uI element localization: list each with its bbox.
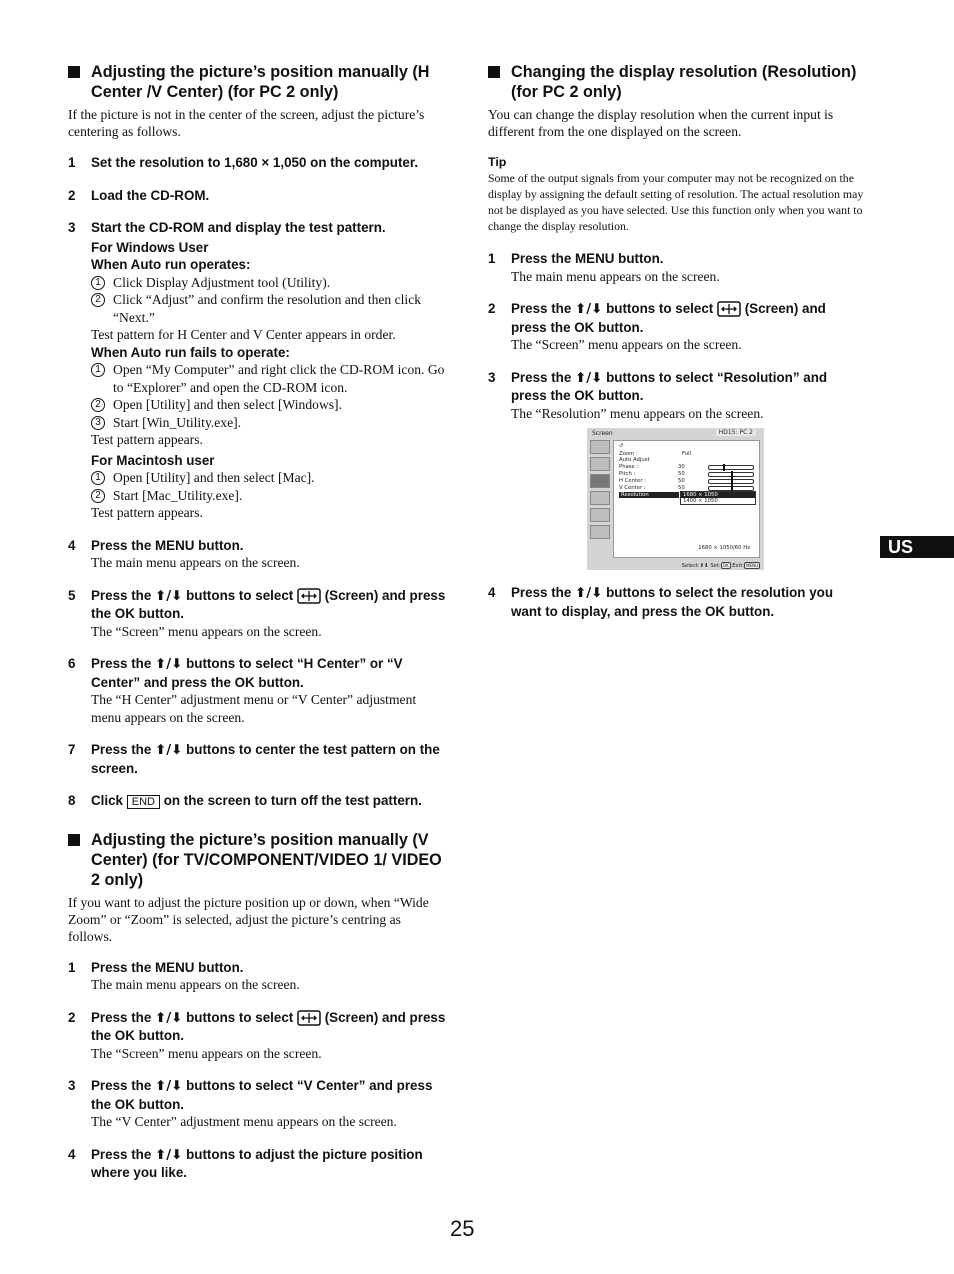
- osd-screen-menu: [587, 428, 764, 570]
- osd-row-label: Auto Adjust: [619, 457, 650, 463]
- square-bullet-icon: [488, 66, 500, 78]
- osd-input-label: HD15: PC 2: [716, 429, 756, 436]
- list-item: 2 Open [Utility] and then select [Windows].: [91, 396, 446, 414]
- auto-run-heading: When Auto run operates:: [91, 257, 251, 272]
- osd-menu-title: Screen: [592, 430, 613, 437]
- select-arrows-icon: ⬆⬇: [699, 563, 709, 569]
- up-down-arrow-icons: ⬆/⬇: [155, 1010, 183, 1026]
- step-2: 2 Load the CD-ROM.: [68, 187, 210, 203]
- up-down-arrow-icons: ⬆/⬇: [155, 657, 183, 672]
- picture-icon: [590, 440, 610, 454]
- list-item: 2 Click “Adjust” and confirm the resolution and then click “Next.”: [91, 291, 446, 326]
- phase-slider: [708, 465, 754, 470]
- pip-icon: [590, 491, 610, 505]
- osd-row-label: V Center :: [619, 485, 646, 491]
- section-intro: You can change the display resolution when the current input is different from the one displayed on the screen.: [488, 107, 834, 139]
- step-3: 3 Press the ⬆/⬇ buttons to select “Resolution” and press the OK button. The “Resolution” menu appears on the screen.: [488, 369, 828, 421]
- left-column: [68, 62, 446, 1197]
- osd-footer: Select:⬆⬇ Set: OK Exit: MENU: [681, 563, 758, 569]
- list-item: 1 Click Display Adjustment tool (Utility).: [91, 274, 446, 292]
- screen-menu-icon: [717, 301, 741, 317]
- up-down-arrow-icons: ⬆/⬇: [155, 1079, 183, 1094]
- section-intro: If you want to adjust the picture position up or down, when “Wide Zoom” or “Zoom” is selected, adjust the picture’s centring as follows.: [68, 894, 429, 944]
- mac-user-heading: For Macintosh user: [91, 452, 215, 468]
- section-heading-v-center: Adjusting the picture’s position manually (V Center) (for TV/COMPONENT/VIDEO 1/ VIDEO 2 only): [68, 830, 446, 890]
- up-down-arrow-icons: ⬆/⬇: [575, 370, 603, 386]
- up-down-arrow-icons: ⬆/⬇: [575, 586, 603, 601]
- step-1: 1 Press the MENU button. The main menu appears on the screen.: [488, 251, 720, 284]
- list-item: 3 Start [Win_Utility.exe].: [91, 414, 446, 432]
- tip-text: Some of the output signals from your computer may not be recognized on the display by assigning the default setting of resolution. The actual resolution may not be displayed as you have selected. Use this function only when you want to change the display resolution.: [488, 171, 864, 233]
- sound-icon: [590, 457, 610, 471]
- resolution-option: 1680 × 1050: [681, 492, 755, 498]
- list-item: 1 Open “My Computer” and right click the CD-ROM icon. Go to “Explorer” and open the CD-ROM icon.: [91, 361, 446, 396]
- end-key: END: [127, 795, 160, 809]
- section-heading-h-v-center: Adjusting the picture’s position manually (H Center /V Center) (for PC 2 only): [68, 62, 446, 102]
- square-bullet-icon: [68, 834, 80, 846]
- osd-row-label: Zoom :: [619, 451, 638, 457]
- osd-sidebar: [590, 440, 612, 560]
- section-intro: If the picture is not in the center of the screen, adjust the picture’s centering as follows.: [68, 107, 425, 139]
- step-1: 1 Set the resolution to 1,680 × 1,050 on the computer.: [68, 155, 419, 170]
- osd-row-value: Full: [682, 451, 692, 457]
- list-item: 1 Open [Utility] and then select [Mac].: [91, 469, 446, 487]
- osd-row-value: 50: [678, 485, 685, 491]
- setup-icon: [590, 508, 610, 522]
- up-down-arrow-icons: ⬆/⬇: [575, 302, 603, 317]
- language-tab: US: [880, 536, 954, 558]
- step-3: 3 Start the CD-ROM and display the test pattern. For Windows User When Auto run operates: 1 Click Display Adjustment tool (Utility). 2 Click “Adjust” and confirm the resolution and then click “Next.” Test pattern for H Center and V Center appears in order. When Auto run fails to operate: 1 Open “My Computer” and right click the CD-ROM icon. Go to “Explorer” and open the CD-ROM icon. 2 Open [Utility] and then select [Windows]. 3 Start [Win_Utility.exe]. Test pattern appears. For Macintosh user 1 Open [Utility] and then select [Mac]. 2 Start [Mac_Utility.exe]. Test pattern appears.: [68, 220, 445, 520]
- osd-row-label: Phase :: [619, 464, 639, 470]
- resolution-option: 1400 × 1050: [683, 498, 718, 504]
- up-down-arrow-icons: ⬆/⬇: [155, 1147, 183, 1163]
- step-2: 2 Press the ⬆/⬇ buttons to select (Screen) and press the OK button. The “Screen” menu appears on the screen.: [68, 1009, 446, 1061]
- square-bullet-icon: [68, 66, 80, 78]
- step-4: 4 Press the ⬆/⬇ buttons to select the resolution you want to display, and press the OK button.: [488, 585, 834, 619]
- note-text: Test pattern appears.: [91, 432, 203, 447]
- auto-run-fail-heading: When Auto run fails to operate:: [91, 344, 290, 360]
- up-down-arrow-icons: ⬆/⬇: [155, 588, 183, 604]
- section-heading-resolution: Changing the display resolution (Resolution) (for PC 2 only): [488, 62, 864, 102]
- signal-frequency: 1680 × 1050/60 Hz: [698, 545, 750, 551]
- osd-row-value: 30: [678, 464, 685, 470]
- options-icon: [590, 525, 610, 539]
- osd-row-label: Pitch :: [619, 471, 636, 477]
- up-down-arrow-icons: ⬆/⬇: [155, 743, 183, 758]
- pitch-slider: [708, 472, 754, 477]
- resolution-row: Resolution: [619, 492, 679, 498]
- step-4: 4 Press the ⬆/⬇ buttons to adjust the picture position where you like.: [68, 1146, 423, 1180]
- osd-row-value: 50: [678, 478, 685, 484]
- step-3: 3 Press the ⬆/⬇ buttons to select “V Center” and press the OK button. The “V Center” adjustment menu appears on the screen.: [68, 1078, 433, 1129]
- osd-row-label: H Center :: [619, 478, 646, 484]
- screen-menu-icon: [297, 588, 321, 604]
- step-8: 8 Click END on the screen to turn off the test pattern.: [68, 793, 422, 808]
- tip-label: Tip: [488, 155, 507, 169]
- screen-menu-icon: [297, 1010, 321, 1026]
- step-4: 4 Press the MENU button. The main menu appears on the screen.: [68, 537, 300, 570]
- back-arrow-icon: ↺: [619, 443, 624, 449]
- step-2: 2 Press the ⬆/⬇ buttons to select (Screen) and press the OK button. The “Screen” menu appears on the screen.: [488, 301, 826, 352]
- right-column: [488, 62, 864, 635]
- page-number: 25: [450, 1216, 475, 1241]
- note-text: Test pattern appears.: [91, 505, 203, 520]
- resolution-dropdown: [680, 491, 756, 505]
- h-center-slider: [708, 479, 754, 484]
- osd-row-value: 50: [678, 471, 685, 477]
- screen-menu-icon: [590, 474, 610, 488]
- step-1: 1 Press the MENU button. The main menu appears on the screen.: [68, 959, 300, 992]
- windows-user-heading: For Windows User: [91, 239, 209, 255]
- list-item: 2 Start [Mac_Utility.exe].: [91, 487, 446, 505]
- step-5: 5 Press the ⬆/⬇ buttons to select (Screen) and press the OK button. The “Screen” menu appears on the screen.: [68, 587, 446, 639]
- osd-main-panel: [613, 440, 760, 558]
- note-text: Test pattern for H Center and V Center appears in order.: [91, 327, 396, 342]
- step-7: 7 Press the ⬆/⬇ buttons to center the test pattern on the screen.: [68, 742, 440, 776]
- step-6: 6 Press the ⬆/⬇ buttons to select “H Center” or “V Center” and press the OK button. The “H Center” adjustment menu or “V Center” adjustment menu appears on the screen.: [68, 656, 417, 725]
